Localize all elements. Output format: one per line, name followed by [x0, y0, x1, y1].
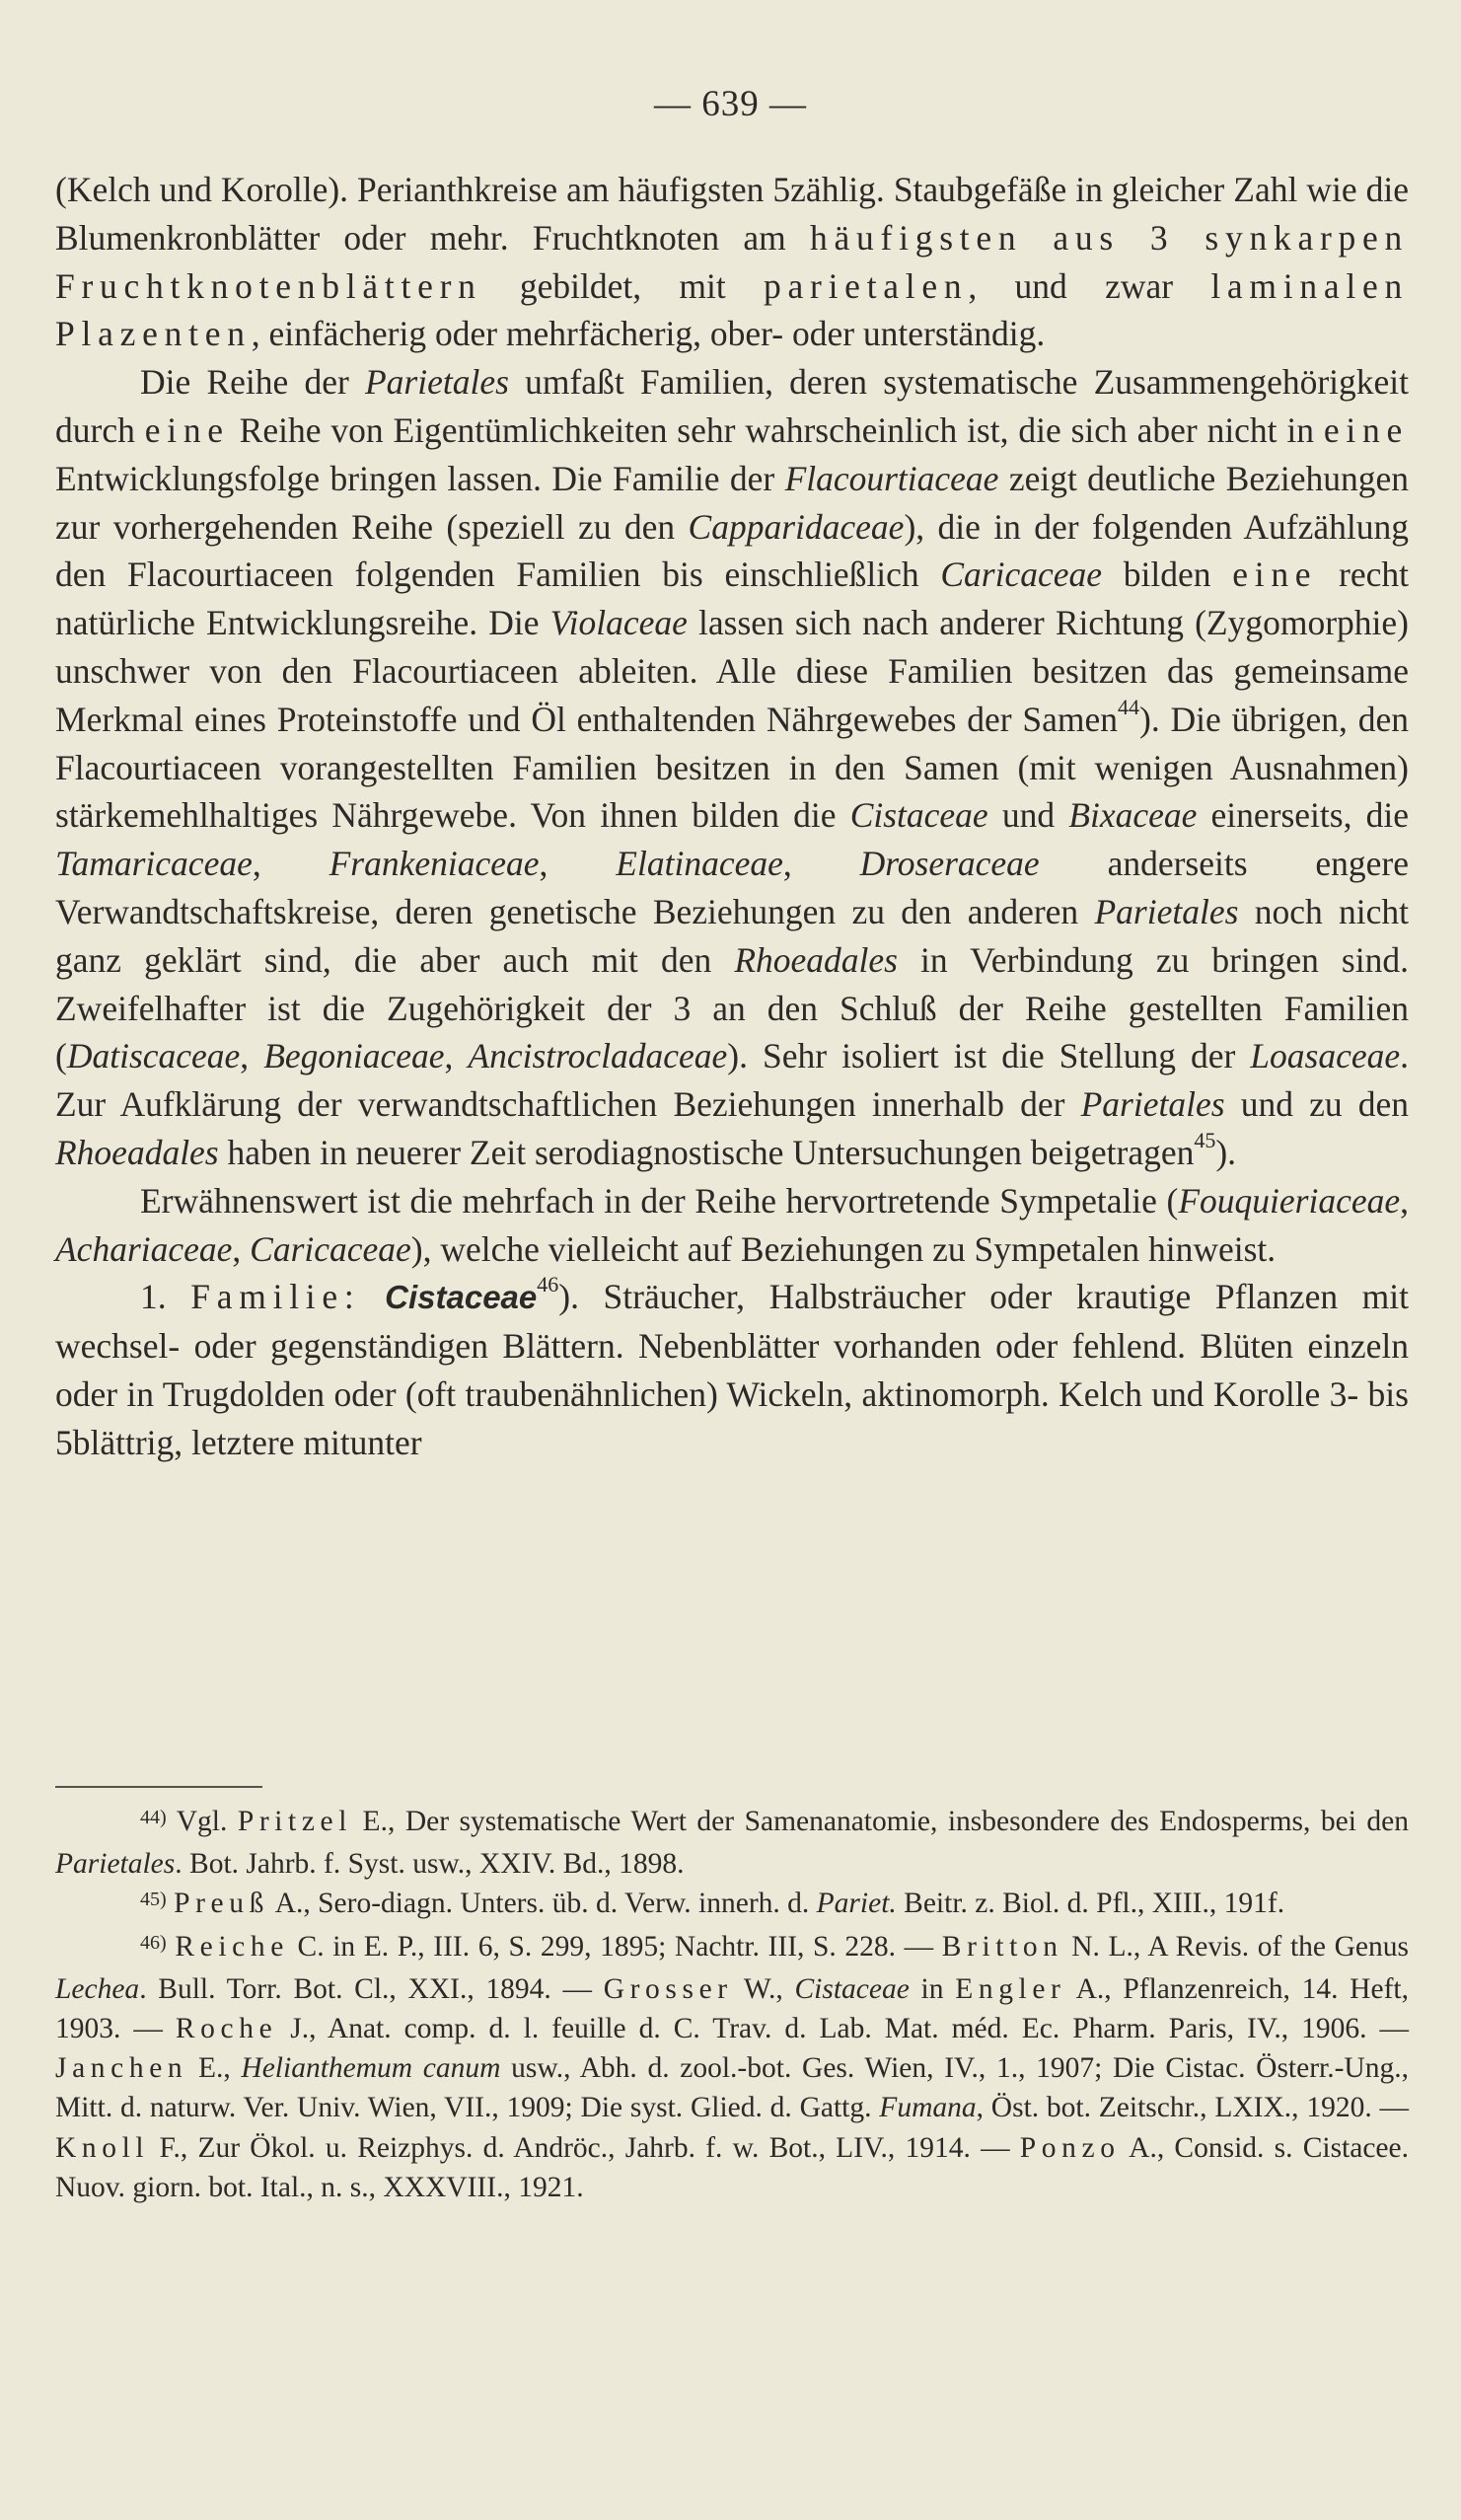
- footnote-45: $^{45)}$ Preuß A., Sero-diagn. Unters. üb. d. Verw. innerh. d. Pariet. Beitr. z. Biol. d. Pfl., XIII., 191f.: [140, 1888, 1285, 1920]
- footnote-mark: 45): [140, 1889, 167, 1911]
- footnote-divider: [55, 1786, 262, 1788]
- page-number: — 639 —: [654, 84, 807, 124]
- footnotes: [55, 1802, 1409, 2207]
- footnote-44: $^{44)}$ Vgl. Pritzel E., Der systematische Wert der Samenanatomie, insbesondere des Endosperms, bei den Parietales. Bot. Jahrb. f. Syst. usw., XXIV. Bd., 1898.: [55, 1806, 1409, 1881]
- paragraph-ovary: (Kelch und Korolle). Perianthkreise am häufigsten 5zählig. Staubgefäße in gleicher Zahl wie die Blumenkronblätter oder mehr. Fruchtknoten am häufigsten aus 3 synkarpen Fruchtknotenblättern gebildet, mit parietalen, und zwar laminalen Plazenten, einfächerig oder mehrfächerig, ober- oder unterständig.: [55, 170, 1409, 354]
- paragraph-cistaceae: 1. Familie: Cistaceae$^{46}$). Sträucher, Halbsträucher oder krautige Pflanzen mit wechsel- oder gegenständigen Blättern. Nebenblätter vorhanden oder fehlend. Blüten einzeln oder in Trugdolden oder (oft traubenähnlichen) Wickeln, aktinomorph. Kelch und Korolle 3- bis 5blättrig, letztere mitunter: [55, 1272, 1410, 1462]
- footnote-mark: 44): [140, 1806, 167, 1828]
- footnote-46: $^{46)}$ Reiche C. in E. P., III. 6, S. 299, 1895; Nachtr. III, S. 228. — Britton N. L., A Revis. of the Genus Lechea. Bull. Torr. Bot. Cl., XXI., 1894. — Grosser W., Cistaceae in Engler A., Pflanzenreich, 14. Heft, 1903. — Roche J., Anat. comp. d. l. feuille d. C. Trav. d. Lab. Mat. méd. Ec. Pharm. Paris, IV., 1906. — Janchen E., Helianthemum canum usw., Abh. d. zool.-bot. Ges. Wien, IV., 1., 1907; Die Cistac. Österr.-Ung., Mitt. d. naturw. Ver. Univ. Wien, VII., 1909; Die syst. Glied. d. Gattg. Fumana, Öst. bot. Zeitschr., LXIX., 1920. — Knoll F., Zur Ökol. u. Reizphys. d. Andröc., Jahrb. f. w. Bot., LIV., 1914. — Ponzo A., Consid. s. Cistacee. Nuov. giorn. bot. Ital., n. s., XXXVIII., 1921.: [55, 1930, 1410, 2203]
- footnote-mark: 46): [140, 1931, 167, 1954]
- paragraph-parietales: Die Reihe der Parietales umfaßt Familien, deren systematische Zusammengehörigkeit durch eine Reihe von Eigentümlichkeiten sehr wahrscheinlich ist, die sich aber nicht in eine Entwicklungsfolge bringen lassen. Die Familie der Flacourtiaceae zeigt deutliche Beziehungen zur vorhergehenden Reihe (speziell zu den Capparidaceae), die in der folgenden Aufzählung den Flacourtiaceen folgenden Familien bis einschließlich Caricaceae bilden eine recht natürliche Entwicklungsreihe. Die Violaceae lassen sich nach anderer Richtung (Zygomorphie) unschwer von den Flacourtiaceen ableiten. Alle diese Familien besitzen das gemeinsame Merkmal eines Proteinstoffe und Öl enthaltenden Nährgewebes der Samen$^{44}$). Die übrigen, den Flacourtiaceen vorangestellten Familien besitzen in den Samen (mit wenigen Ausnahmen) stärkemehlhaltiges Nährgewebe. Von ihnen bilden die Cistaceae und Bixaceae einerseits, die Tamaricaceae, Frankeniaceae, Elatinaceae, Droseraceae anderseits engere Verwandtschaftskreise, deren genetische Beziehungen zu den anderen Parietales noch nicht ganz geklärt sind, die aber auch mit den Rhoeadales in Verbindung zu bringen sind. Zweifelhafter ist die Zugehörigkeit der 3 an den Schluß der Reihe gestellten Familien (Datiscaceae, Begoniaceae, Ancistrocladaceae). Sehr isoliert ist die Stellung der Loasaceae. Zur Aufklärung der verwandtschaftlichen Beziehungen innerhalb der Parietales und zu den Rhoeadales haben in neuerer Zeit serodiagnostische Untersuchungen beigetragen$^{45}$).: [55, 362, 1410, 1172]
- main-text: [55, 166, 1409, 1467]
- paragraph-sympetalie: Erwähnenswert ist die mehrfach in der Reihe hervortretende Sympetalie (Fouquieriaceae, Achariaceae, Caricaceae), welche vielleicht auf Beziehungen zu Sympetalen hinweist.: [55, 1180, 1409, 1269]
